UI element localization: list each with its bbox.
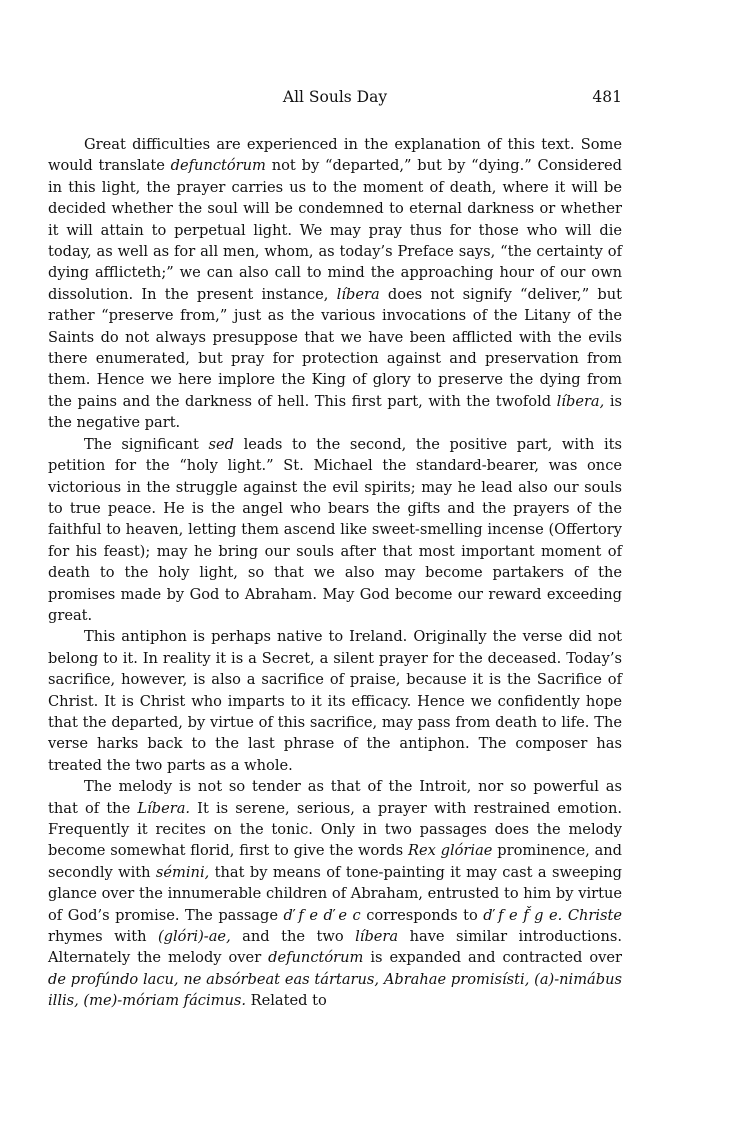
page-number: 481 [592, 88, 622, 106]
italic-term: (glóri)-ae, [157, 928, 231, 946]
running-header [48, 88, 622, 110]
paragraph [48, 434, 622, 627]
text-run: prominence, and secondly with [48, 842, 623, 881]
text-run: not by “departed,” but by “dying.” Considered in this light, the prayer carries us to the moment of death, where it will be decided whether the soul will be condemned to eternal darkness or whether it will attain to perpetual light. We may pray thus for those who will die today, as well as for all men, whom, as today’s Preface says, “the certainty of dying afflicteth;” we can also call to mind the approaching hour of our own dissolution. In the present instance, [48, 157, 622, 303]
paragraph [48, 776, 622, 1011]
italic-term: Rex glóriae [407, 842, 493, 860]
text-run: that by means of tone-painting it may cast a sweeping glance over the innumerable children of Abraham, entrusted to him by virtue of God’s promise. The passage [48, 863, 622, 924]
text-run: is expanded and contracted over [363, 949, 622, 967]
italic-term: Líbera. [137, 799, 191, 817]
italic-term: Christe [567, 906, 623, 924]
italic-term: ď f e ď e c [283, 906, 361, 924]
italic-term: defunctórum [268, 949, 364, 967]
italic-term: ď f e f̌ g e. [483, 906, 563, 924]
italic-term: de profúndo lacu, ne absórbeat eas tártarus, Abrahae promisísti, (a)-nimábus illis, (me)-móriam fácimus. [48, 970, 622, 1010]
paragraph [48, 626, 622, 776]
text-run: It is serene, serious, a prayer with restrained emotion. Frequently it recites on the tonic. Only in two passages does the melody become somewhat florid, first to give the words [48, 799, 622, 860]
italic-term: líbera, [556, 392, 605, 410]
text-run: leads to the second, the positive part, with its petition for the “holy light.” St. Michael the standard-bearer, was once victorious in the struggle against the evil spirits; may he lead also our souls to true peace. He is the angel who bears the gifts and the prayers of the faithful to heaven, letting them ascend like sweet-smelling incense (Offertory for his feast); may he bring our souls after that most important moment of death to the holy light, so that we also may become partakers of the promises made by God to Abraham. May God become our reward exceeding great. [48, 435, 623, 624]
paragraph [48, 134, 622, 434]
italic-term: sémini, [155, 863, 210, 881]
italic-term: defunctórum [170, 157, 266, 175]
text-run: Related to [246, 992, 327, 1010]
body-text [48, 134, 622, 1012]
text-run: corresponds to [360, 906, 484, 924]
italic-term: sed [208, 435, 234, 453]
text-run: Great difficulties are experienced in the explanation of this text. Some would translate [48, 136, 622, 175]
text-run: The melody is not so tender as that of the Introit, nor so powerful as that of the [48, 778, 622, 817]
text-run: does not signify “deliver,” but rather “preserve from,” just as the various invocations of the Litany of the Saints do not always presuppose that we have been afflicted with the evils there enumerated, but pray for protection against and preservation from them. Hence we here implore the King of glory to preserve the dying from the pains and the darkness of hell. This first part, with the twofold [48, 285, 622, 410]
text-run: have similar introductions. Alternately the melody over [48, 928, 622, 967]
text-run: is the negative part. [48, 392, 622, 432]
text-run: and the two [230, 928, 356, 946]
text-run: This antiphon is perhaps native to Ireland. Originally the verse did not belong to it. In reality it is a Secret, a silent prayer for the deceased. Today’s sacrifice, however, is also a sacrifice of praise, because it is the Sacrifice of Christ. It is Christ who imparts to it its efficacy. Hence we confidently hope that the departed, by virtue of this sacrifice, may pass from death to life. The verse harks back to the last phrase of the antiphon. The composer has treated the two parts as a whole. [48, 628, 622, 774]
italic-term: líbera [355, 928, 399, 946]
running-title: All Souls Day [282, 88, 388, 106]
text-run: rhymes with [48, 928, 158, 946]
text-run: The significant [84, 435, 209, 453]
italic-term: líbera [336, 285, 380, 303]
